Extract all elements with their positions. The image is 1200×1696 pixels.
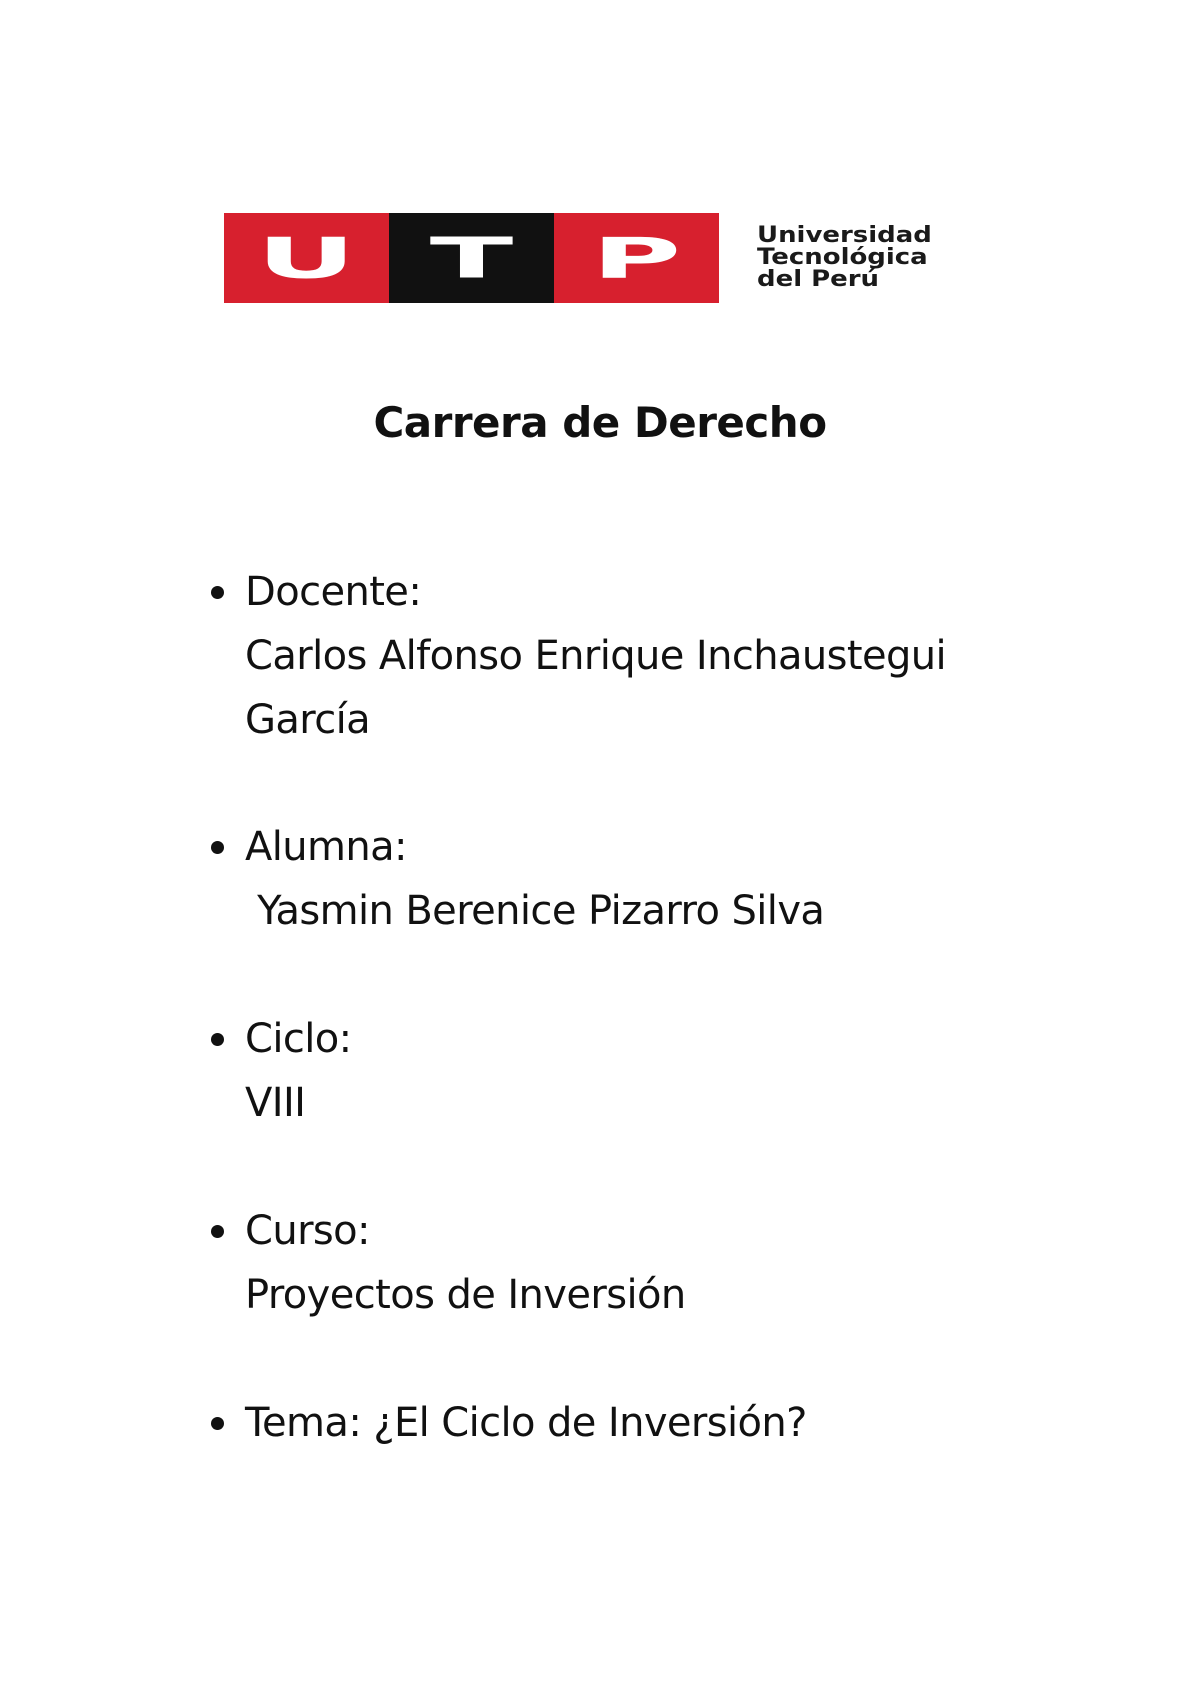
logo-letter-u: U (224, 213, 389, 303)
logo-name-line: Tecnológica (757, 245, 928, 270)
bullet-icon (211, 1033, 224, 1046)
bullet-icon (211, 586, 224, 599)
item-label: Alumna: (245, 824, 407, 870)
item-label: Docente: (245, 569, 422, 615)
logo-name-line: Universidad (757, 223, 932, 248)
bullet-icon (211, 841, 224, 854)
page-title: Carrera de Derecho (373, 398, 827, 447)
logo-blocks (224, 213, 719, 303)
utp-logo (224, 213, 932, 303)
item-value: García (245, 697, 371, 743)
item-label: Tema: ¿El Ciclo de Inversión? (245, 1400, 807, 1446)
item-value: Carlos Alfonso Enrique Inchaustegui (245, 633, 947, 679)
bullet-icon (211, 1417, 224, 1430)
item-label: Curso: (245, 1208, 370, 1254)
bullet-icon (211, 1225, 224, 1238)
logo-university-name (757, 225, 932, 291)
logo-name-line: del Perú (757, 267, 880, 292)
item-value: VIII (245, 1080, 306, 1126)
logo-letter-t: T (389, 213, 554, 303)
item-value: Yasmin Berenice Pizarro Silva (245, 888, 825, 934)
logo-letter-p: P (554, 213, 719, 303)
item-label: Ciclo: (245, 1016, 352, 1062)
item-value: Proyectos de Inversión (245, 1272, 686, 1318)
